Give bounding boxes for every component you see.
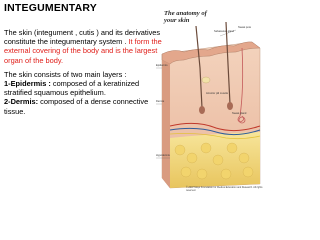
intro-highlight: It form the external covering of the body and is the largest organ of the body. xyxy=(4,37,162,65)
label-sweat-gland: Sweat gland xyxy=(232,112,247,115)
intro-paragraph xyxy=(4,28,162,65)
dermis-desc: composed of a dense connective tissue. xyxy=(4,97,149,116)
label-dermis: Dermis xyxy=(156,100,165,103)
label-hypodermis: Hypodermis xyxy=(156,154,170,157)
label-epidermis: Epidermis xyxy=(156,64,168,67)
label-arrector: Arrector pili muscle xyxy=(206,92,229,95)
epidermis-desc: composed of a keratinized stratified squamous epithelium. xyxy=(4,79,140,98)
figure-title: The anatomy of your skin xyxy=(164,10,207,24)
epidermis-term: 1-Epidermis : xyxy=(4,79,53,89)
slide-title: INTEGUMENTARY xyxy=(4,2,98,14)
skin-cross-section-illustration xyxy=(156,8,264,194)
figure-copyright: © 2007 Mayo Foundation for Medical Education and Research. All rights reserved. xyxy=(186,186,263,192)
intro-text: The skin (integument , cutis ) and its derivatives constitute the integumentary system . xyxy=(4,28,161,47)
label-sweat-pore: Sweat pore xyxy=(238,26,252,29)
dermis-term: 2-Dermis: xyxy=(4,97,41,107)
dermis-item xyxy=(4,97,162,115)
slide-body xyxy=(4,28,162,116)
layers-intro: The skin consists of two main layers : xyxy=(4,69,127,79)
epidermis-item xyxy=(4,79,162,97)
label-sebaceous: Sebaceous gland xyxy=(214,30,235,33)
skin-anatomy-figure xyxy=(156,8,264,194)
